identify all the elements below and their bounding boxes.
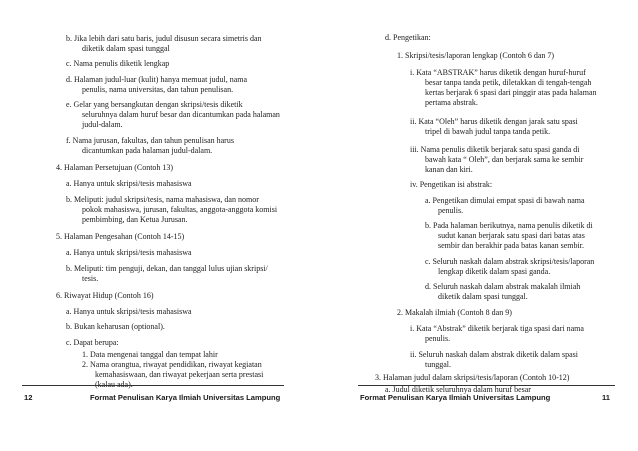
text-line: e. Gelar yang bersangkutan dengan skripsi/tesis diketik	[66, 100, 243, 109]
text-line: tesis.	[82, 274, 99, 283]
text-line: a. Hanya untuk skripsi/tesis mahasiswa	[66, 307, 192, 316]
text-line: lengkap diketik dalam spasi ganda.	[438, 267, 551, 276]
text-line: judul-dalam.	[82, 120, 123, 129]
text-line: 1. Skripsi/tesis/laporan lengkap (Contoh 6 dan 7)	[397, 51, 555, 60]
text-line: ii. Seluruh naskah dalam abstrak diketik dalam spasi	[410, 350, 578, 359]
text-line: sembir dan berakhir pada batas kanan sembir.	[438, 241, 584, 250]
section-heading: 6. Riwayat Hidup (Contoh 16)	[56, 291, 154, 300]
text-line: b. Jika lebih dari satu baris, judul disusun secara simetris dan	[66, 34, 262, 43]
text-line: d. Pengetikan:	[385, 33, 431, 42]
text-line: kemahasiswaan, dan riwayat pekerjaan serta prestasi	[95, 370, 264, 379]
text-line: pertama abstrak.	[425, 98, 478, 107]
footer-title: Format Penulisan Karya Ilmiah Universitas Lampung	[90, 393, 281, 402]
text-line: 2. Makalah ilmiah (Contoh 8 dan 9)	[397, 308, 512, 317]
text-line: kanan dan kiri.	[425, 165, 473, 174]
text-line: pokok mahasiswa, jurusan, fakultas, anggota-anggota komisi	[82, 205, 278, 214]
section-heading: 4. Halaman Persetujuan (Contoh 13)	[56, 163, 174, 172]
text-line: c. Nama penulis diketik lengkap	[66, 59, 170, 68]
text-line: bawah kata “ Oleh”, dan berjarak sama ke sembir	[425, 155, 584, 164]
footer-rule	[22, 385, 284, 386]
text-line: diketik dalam spasi tunggal	[82, 44, 170, 53]
text-line: besar tanpa tanda petik, diletakkan di tengah-tengah	[425, 78, 592, 87]
text-line: tunggal.	[425, 360, 451, 369]
text-line: kertas berjarak 6 spasi dari pinggir atas pada halaman	[425, 88, 597, 97]
text-line: c. Seluruh naskah dalam abstrak skripsi/tesis/laporan	[425, 257, 595, 266]
text-line: i. Kata “Abstrak” diketik berjarak tiga spasi dari nama	[410, 324, 584, 333]
page-number: 11	[602, 393, 611, 402]
page-number: 12	[24, 393, 33, 402]
text-line: penulis.	[425, 334, 451, 343]
section-heading: 3. Halaman judul dalam skripsi/tesis/laporan (Contoh 10-12)	[375, 373, 570, 382]
text-line: iv. Pengetikan isi abstrak:	[410, 180, 493, 189]
text-line: 1. Data mengenai tanggal dan tempat lahir	[82, 350, 218, 359]
text-line: penulis, nama universitas, dan tahun penulisan.	[82, 85, 234, 94]
text-line: sudut kanan berjarak satu spasi dari batas atas	[438, 231, 585, 240]
text-line: a. Hanya untuk skripsi/tesis mahasiswa	[66, 248, 192, 257]
text-line: c. Dapat berupa:	[66, 338, 119, 347]
footer-rule	[358, 385, 615, 386]
text-line: penulis.	[438, 206, 464, 215]
text-line: f. Nama jurusan, fakultas, dan tahun penulisan harus	[66, 136, 234, 145]
text-line: b. Meliputi: tim penguji, dekan, dan tanggal lulus ujian skripsi/	[66, 264, 268, 273]
text-line: d. Halaman judul-luar (kulit) hanya memuat judul, nama	[66, 75, 248, 84]
text-line: b. Bukan keharusan (optional).	[66, 322, 165, 331]
text-line: dicantumkan pada halaman judul-dalam.	[82, 146, 213, 155]
footer-title: Format Penulisan Karya Ilmiah Universitas Lampung	[360, 393, 551, 402]
text-line: a. Hanya untuk skripsi/tesis mahasiswa	[66, 179, 192, 188]
text-line: (kalau ada).	[95, 380, 133, 389]
text-line: i. Kata “ABSTRAK” harus diketik dengan huruf-huruf	[410, 68, 586, 77]
text-line: 2. Nama orangtua, riwayat pendidikan, riwayat kegiatan	[82, 360, 262, 369]
text-line: ii. Kata “Oleh” harus diketik dengan jarak satu spasi	[410, 117, 578, 126]
text-line: seluruhnya dalam huruf besar dan dicantumkan pada halaman	[82, 110, 280, 119]
text-line: b. Meliputi: judul skripsi/tesis, nama mahasiswa, dan nomor	[66, 195, 259, 204]
right-page	[328, 0, 638, 451]
text-line: diketik dalam spasi tunggal.	[438, 292, 528, 301]
text-line: a. Pengetikan dimulai empat spasi di bawah nama	[425, 196, 585, 205]
section-heading: 5. Halaman Pengesahan (Contoh 14-15)	[56, 232, 185, 241]
text-line: pembimbing, dan Ketua Jurusan.	[82, 215, 188, 224]
text-line: b. Pada halaman berikutnya, nama penulis diketik di	[425, 221, 593, 230]
text-line: iii. Nama penulis diketik berjarak satu spasi ganda di	[410, 145, 580, 154]
left-page	[0, 0, 310, 451]
text-line: tripel di bawah judul tanpa tanda petik.	[425, 127, 551, 136]
text-line: a. Judul diketik seluruhnya dalam huruf besar	[385, 385, 531, 394]
text-line: d. Seluruh naskah dalam abstrak makalah ilmiah	[425, 282, 581, 291]
